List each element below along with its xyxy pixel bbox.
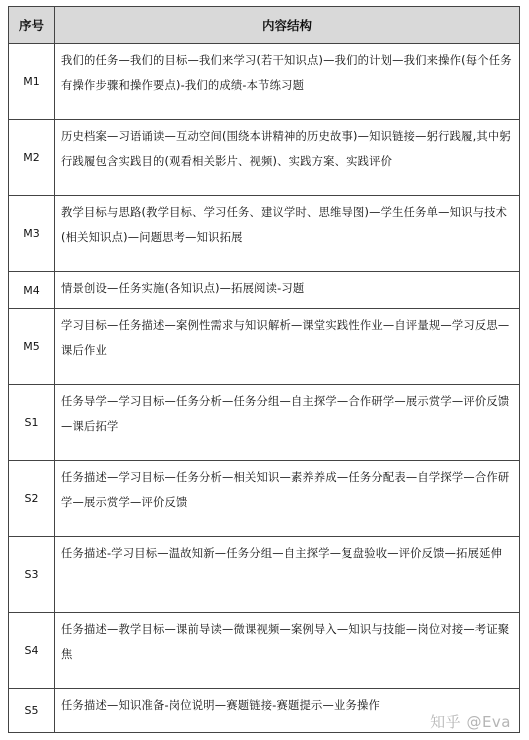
- row-id: M1: [9, 44, 55, 120]
- table-row: [9, 613, 520, 689]
- row-content: 我们的任务—我们的目标—我们来学习(若干知识点)—我们的计划—我们来操作(每个任务有操作步骤和操作要点)-我们的成绩-本节练习题: [55, 44, 520, 120]
- row-content: 教学目标与思路(教学目标、学习任务、建议学时、思维导图)—学生任务单—知识与技术(相关知识点)—问题思考—知识拓展: [55, 196, 520, 272]
- table-header-row: [9, 7, 520, 44]
- row-content: 历史档案—习语诵读—互动空间(围绕本讲精神的历史故事)—知识链接—躬行践履,其中躬行践履包含实践目的(观看相关影片、视频)、实践方案、实践评价: [55, 120, 520, 196]
- row-content: 任务描述—学习目标—任务分析—相关知识—素养养成—任务分配表—自学探学—合作研学—展示赏学—评价反馈: [55, 461, 520, 537]
- row-id: S1: [9, 385, 55, 461]
- table-row: [9, 196, 520, 272]
- table-row: [9, 120, 520, 196]
- header-index: 序号: [9, 7, 55, 44]
- watermark: 知乎 @Eva: [430, 713, 511, 731]
- row-id: S3: [9, 537, 55, 613]
- table-row: [9, 44, 520, 120]
- row-content: 任务导学—学习目标—任务分析—任务分组—自主探学—合作研学—展示赏学—评价反馈—课后拓学: [55, 385, 520, 461]
- table-row: [9, 385, 520, 461]
- row-content: 任务描述—教学目标—课前导读—微课视频—案例导入—知识与技能—岗位对接—考证聚焦: [55, 613, 520, 689]
- row-content: 学习目标—任务描述—案例性需求与知识解析—课堂实践性作业—自评量规—学习反思—课后作业: [55, 309, 520, 385]
- row-id: M3: [9, 196, 55, 272]
- table-row: [9, 309, 520, 385]
- row-id: M5: [9, 309, 55, 385]
- row-id: M4: [9, 272, 55, 309]
- row-id: M2: [9, 120, 55, 196]
- row-id: S2: [9, 461, 55, 537]
- row-id: S4: [9, 613, 55, 689]
- table-row: [9, 461, 520, 537]
- row-id: S5: [9, 689, 55, 733]
- table-row: [9, 537, 520, 613]
- content-structure-table: [8, 6, 520, 733]
- row-content: 任务描述—知识准备-岗位说明—赛题链接-赛题提示—业务操作: [55, 689, 520, 733]
- row-content: 情景创设—任务实施(各知识点)—拓展阅读-习题: [55, 272, 520, 309]
- header-content-structure: 内容结构: [55, 7, 520, 44]
- row-content: 任务描述-学习目标—温故知新—任务分组—自主探学—复盘验收—评价反馈—拓展延伸: [55, 537, 520, 613]
- table-row: [9, 272, 520, 309]
